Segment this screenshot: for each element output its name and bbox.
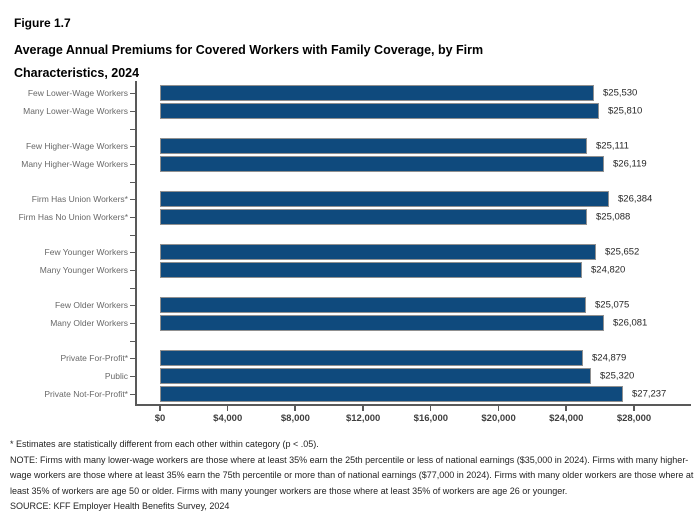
bar — [160, 315, 604, 331]
x-axis-tick — [498, 406, 500, 411]
x-axis-tick — [227, 406, 229, 411]
x-axis-tick — [294, 406, 296, 411]
bar — [160, 209, 587, 225]
figure-title: Average Annual Premiums for Covered Workers with Family Coverage, by Firm Characteristics, 2024 — [14, 43, 484, 80]
x-tick-label: $0 — [154, 413, 166, 424]
x-axis-tick — [362, 406, 364, 411]
figure-header — [14, 16, 534, 85]
bar-row — [0, 367, 698, 385]
category-label: Many Older Workers — [50, 318, 128, 328]
group-spacer — [0, 279, 698, 296]
group-spacer — [0, 226, 698, 243]
bar-row — [0, 261, 698, 279]
y-axis-tick — [130, 270, 136, 271]
x-axis-tick — [565, 406, 567, 411]
category-label: Private Not-For-Profit* — [44, 389, 128, 399]
x-axis-tick — [430, 406, 432, 411]
y-axis-tick — [130, 305, 136, 306]
value-label: $24,820 — [591, 264, 626, 276]
bar-row — [0, 349, 698, 367]
x-tick-label: $4,000 — [213, 413, 243, 424]
y-axis-tick — [130, 111, 136, 112]
group-spacer — [0, 120, 698, 137]
bar-row — [0, 296, 698, 314]
bar — [160, 350, 583, 366]
bar — [160, 138, 587, 154]
y-axis-tick — [130, 199, 136, 200]
y-axis-tick — [130, 129, 136, 130]
group-spacer — [0, 332, 698, 349]
figure-label: Figure 1.7 — [14, 16, 71, 30]
group-spacer — [0, 173, 698, 190]
x-tick-label: $28,000 — [616, 413, 652, 424]
y-axis-tick — [130, 358, 136, 359]
bar — [160, 103, 599, 119]
value-label: $25,088 — [596, 211, 631, 223]
value-label: $25,652 — [605, 246, 640, 258]
bar — [160, 191, 609, 207]
y-axis-tick — [130, 341, 136, 342]
bar-row — [0, 102, 698, 120]
y-axis-tick — [130, 217, 136, 218]
x-tick-label: $12,000 — [345, 413, 381, 424]
value-label: $25,530 — [603, 87, 638, 99]
x-axis-line — [135, 404, 691, 406]
chart-rows — [0, 84, 698, 403]
value-label: $25,075 — [595, 299, 630, 311]
bar — [160, 297, 586, 313]
footnote-source: SOURCE: KFF Employer Health Benefits Survey, 2024 — [10, 501, 230, 511]
x-tick-label: $20,000 — [481, 413, 516, 424]
bar-row — [0, 84, 698, 102]
category-label: Public — [104, 371, 128, 381]
bar — [160, 156, 604, 172]
bar-chart — [0, 80, 698, 430]
bar-row — [0, 243, 698, 261]
y-axis-tick — [130, 376, 136, 377]
category-label: Firm Has Union Workers* — [31, 194, 128, 204]
value-label: $26,081 — [613, 317, 648, 329]
category-label: Few Higher-Wage Workers — [25, 141, 128, 151]
x-tick-label: $16,000 — [413, 413, 449, 424]
category-label: Many Lower-Wage Workers — [23, 106, 128, 116]
value-label: $25,111 — [596, 140, 629, 152]
bar — [160, 386, 623, 402]
bar-row — [0, 155, 698, 173]
bar-row — [0, 208, 698, 226]
footnote-note: NOTE: Firms with many lower-wage workers are those where at least 35% earn the 25th percentile or less of national earnings ($35,000 in 2024). Firms with many higher-wage workers are those where at least 35% earn the 75th percentile or more than of national earnings ($77,000 in 2024). Firms with many older workers are those where at least 35% of workers are age 50 or older. Firms with many younger workers are those where at least 35% of workers are age 26 or younger. — [10, 454, 694, 496]
value-label: $26,384 — [618, 193, 653, 205]
y-axis-tick — [130, 93, 136, 94]
category-label: Firm Has No Union Workers* — [18, 212, 128, 222]
bar-row — [0, 314, 698, 332]
x-tick-label: $8,000 — [280, 413, 310, 424]
bar — [160, 244, 596, 260]
value-label: $25,320 — [600, 370, 635, 382]
category-label: Many Higher-Wage Workers — [21, 159, 128, 169]
category-label: Many Younger Workers — [39, 265, 128, 275]
y-axis-tick — [130, 252, 136, 253]
y-axis-tick — [130, 323, 136, 324]
y-axis-tick — [130, 394, 136, 395]
y-axis-tick — [130, 288, 136, 289]
bar-row — [0, 385, 698, 403]
value-label: $24,879 — [592, 352, 627, 364]
x-axis-tick — [159, 406, 161, 411]
y-axis-tick — [130, 182, 136, 183]
bar — [160, 85, 594, 101]
category-label: Few Younger Workers — [44, 247, 128, 257]
y-axis-tick — [130, 146, 136, 147]
bar — [160, 368, 591, 384]
x-axis-tick — [633, 406, 635, 411]
value-label: $25,810 — [608, 105, 643, 117]
bar-row — [0, 137, 698, 155]
x-tick-label: $24,000 — [549, 413, 584, 424]
footnotes — [10, 437, 696, 515]
bar — [160, 262, 582, 278]
y-axis-tick — [130, 164, 136, 165]
y-axis-tick — [130, 235, 136, 236]
category-label: Few Older Workers — [54, 300, 128, 310]
bar-row — [0, 190, 698, 208]
value-label: $26,119 — [613, 158, 647, 170]
footnote-significance: * Estimates are statistically different from each other within category (p < .05). — [10, 439, 319, 449]
category-label: Private For-Profit* — [60, 353, 128, 363]
category-label: Few Lower-Wage Workers — [27, 88, 128, 98]
value-label: $27,237 — [632, 388, 667, 400]
